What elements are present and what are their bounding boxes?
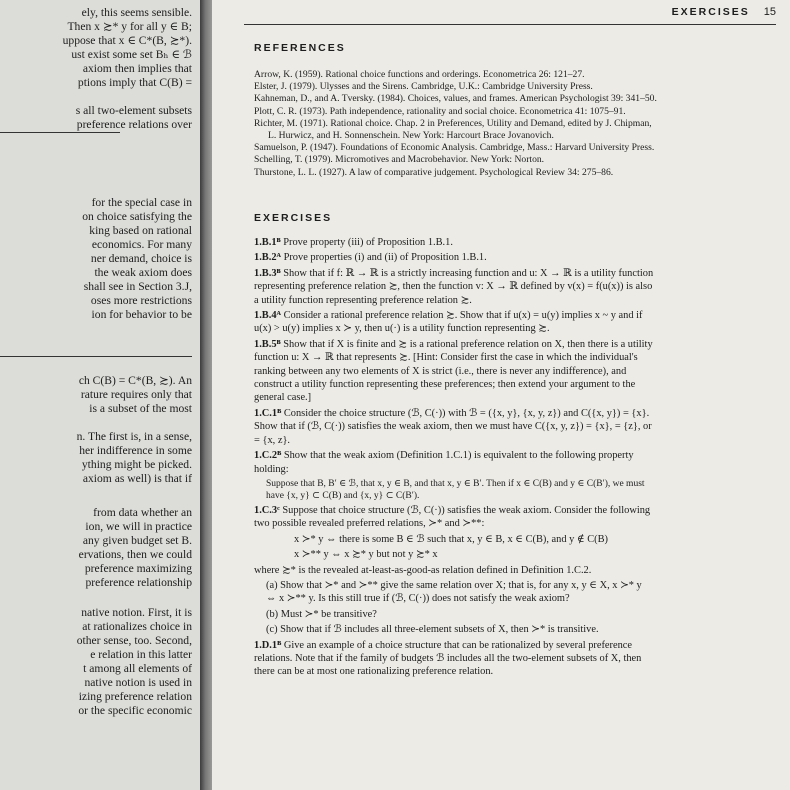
reference-item: Thurstone, L. L. (1927). A law of comparative judgement. Psychological Review 34: 275–86. xyxy=(254,166,614,178)
left-page-line: e relation in this latter xyxy=(90,648,192,661)
left-page-line: preference relationship xyxy=(85,576,192,589)
left-page xyxy=(0,0,200,790)
exercise-number: 1.C.3ᶜ xyxy=(254,504,280,516)
left-page-line: t among all elements of xyxy=(83,662,192,675)
book-spine xyxy=(200,0,212,790)
left-page-line: ervations, then we could xyxy=(78,548,192,561)
left-page-line: s all two-element subsets xyxy=(75,104,192,117)
exercise-number: 1.B.2ᴬ xyxy=(254,252,281,264)
left-page-line: for the special case in xyxy=(91,196,192,209)
references-heading: REFERENCES xyxy=(254,42,346,54)
left-page-line: Then x ≿* y for all y ∈ B; xyxy=(67,20,192,33)
exercise-text: Prove properties (i) and (ii) of Proposition 1.B.1. xyxy=(283,252,487,264)
left-page-line: is a subset of the most xyxy=(89,402,192,415)
exercise-number: 1.C.2ᴮ xyxy=(254,450,282,462)
exercise-text: Consider the choice structure (ℬ, C(·)) with ℬ = ({x, y}, {x, y, z}) and C({x, y}) = {x}. Show that if (ℬ, C(·)) satisfies the weak axiom, then we must have C({x, y, z}) = {x}, = {z}, or = {x, z}. xyxy=(254,407,652,446)
left-page-line: oses more restrictions xyxy=(90,294,192,307)
reference-item: Elster, J. (1979). Ulysses and the Sirens. Cambridge, U.K.: Cambridge University Press. xyxy=(254,81,593,93)
left-page-line: ely, this seems sensible. xyxy=(81,6,192,19)
exercise-c3-part-c: (c) Show that if ℬ includes all three-element subsets of X, then ≻* is transitive. xyxy=(266,624,599,636)
exercise-c3-math1: x ≻* y ⇔ there is some B ∈ ℬ such that x, y ∈ B, x ∈ C(B), and y ∉ C(B) xyxy=(294,533,609,545)
exercise-text: Prove property (iii) of Proposition 1.B.1. xyxy=(283,237,453,248)
exercise-d1 xyxy=(254,639,654,679)
left-page-line: king based on rational xyxy=(89,224,192,237)
reference-item: Plott, C. R. (1973). Path independence, rationality and social choice. Econometrica 41: 1075–91. xyxy=(254,105,626,117)
exercise-c3-part-a: (a) Show that ≻* and ≻** give the same relation over X; that is, for any x, y ∈ X, x ≻* y ⇔ x ≻** y. Is this still true if (ℬ, C(·)) does not satisfy the weak axiom? xyxy=(266,579,642,605)
reference-item: Kahneman, D., and A. Tversky. (1984). Choices, values, and frames. American Psychologist 39: 341–50. xyxy=(254,93,657,105)
left-page-line: economics. For many xyxy=(91,238,192,251)
exercise-number: 1.B.5ᴮ xyxy=(254,338,281,350)
exercise-number: 1.D.1ᴮ xyxy=(254,639,282,651)
left-rule-long xyxy=(0,356,192,357)
exercise-item xyxy=(254,251,654,264)
page-number: 15 xyxy=(763,6,776,18)
left-page-line: from data whether an xyxy=(93,506,192,519)
left-page-line: ptions imply that C(B) = xyxy=(77,76,192,89)
left-page-line: her indifference in some xyxy=(79,444,192,457)
left-page-line: at rationalizes choice in xyxy=(82,620,192,633)
exercise-c3-part-b: (b) Must ≻* be transitive? xyxy=(266,608,377,620)
left-page-line: ch C(B) = C*(B, ≿). An xyxy=(78,374,192,387)
left-page-line: ust exist some set Bₕ ∈ ℬ xyxy=(71,48,192,61)
exercise-text: Give an example of a choice structure that can be rationalized by several preference relations. Note that if the family of budgets ℬ includes all the two-element subsets of X, then there can be at most one rationalizing preference relation. xyxy=(254,639,642,678)
exercise-text: Suppose that choice structure (ℬ, C(·)) satisfies the weak axiom. Consider the following two possible revealed preferred relations, ≻* and ≻**: xyxy=(254,504,651,530)
left-page-line: native notion is used in xyxy=(84,676,192,689)
exercise-number: 1.B.4ᴬ xyxy=(254,310,281,322)
left-page-line: axiom then implies that xyxy=(82,62,192,75)
exercise-item xyxy=(254,338,654,405)
left-page-line: ion, we will in practice xyxy=(85,520,192,533)
left-page-line: ion for behavior to be xyxy=(91,308,192,321)
exercises-heading: EXERCISES xyxy=(254,212,333,224)
exercise-c3-where: where ≿* is the revealed at-least-as-good-as relation defined in Definition 1.C.2. xyxy=(254,564,592,576)
exercise-item xyxy=(254,267,654,307)
running-header xyxy=(672,6,776,18)
references-list xyxy=(254,69,774,179)
left-page-line: or the specific economic xyxy=(78,704,192,717)
exercises-list xyxy=(254,236,654,681)
exercise-number: 1.C.1ᴮ xyxy=(254,407,282,419)
left-page-line: rature requires only that xyxy=(80,388,192,401)
left-page-line: ner demand, choice is xyxy=(90,252,192,265)
left-page-line: other sense, too. Second, xyxy=(76,634,192,647)
exercise-number: 1.B.1ᴮ xyxy=(254,237,281,248)
left-page-line: preference maximizing xyxy=(84,562,192,575)
exercise-text: Show that the weak axiom (Definition 1.C.1) is equivalent to the following property holding: xyxy=(254,450,634,475)
exercise-item xyxy=(254,309,654,336)
left-page-line: preference relations over xyxy=(76,118,192,131)
left-page-line: shall see in Section 3.J, xyxy=(83,280,192,293)
exercise-c3-math2: x ≻** y ⇔ x ≿* y but not y ≿* x xyxy=(294,549,438,561)
exercise-c3 xyxy=(254,504,654,531)
exercise-item xyxy=(254,236,654,249)
left-page-line: on choice satisfying the xyxy=(82,210,192,223)
left-page-line: the weak axiom does xyxy=(94,266,192,279)
left-page-line: n. The first is, in a sense, xyxy=(76,430,192,443)
exercise-text: Show that if f: ℝ → ℝ is a strictly increasing function and u: X → ℝ is a utility function representing preference relation ≿, then the function v: X → ℝ defined by v(x) = f(u(x)) is also a utility function representing preference relation ≿. xyxy=(254,267,654,306)
left-page-line: uppose that x ∈ C*(B, ≿*). xyxy=(62,34,192,47)
exercise-item xyxy=(254,407,654,447)
reference-item: L. Hurwicz, and H. Sonnenschein. New York: Harcourt Brace Jovanovich. xyxy=(268,130,554,142)
left-page-line: any given budget set B. xyxy=(82,534,192,547)
reference-item: Schelling, T. (1979). Micromotives and Macrobehavior. New York: Norton. xyxy=(254,154,545,166)
header-title: EXERCISES xyxy=(671,6,750,18)
reference-item: Samuelson, P. (1947). Foundations of Economic Analysis. Cambridge, Mass.: Harvard University Press. xyxy=(254,142,655,154)
exercise-number: 1.B.3ᴮ xyxy=(254,267,281,279)
right-page xyxy=(212,0,790,790)
left-rule-short xyxy=(0,132,120,133)
header-rule xyxy=(244,24,776,25)
reference-item: Arrow, K. (1959). Rational choice functions and orderings. Econometrica 26: 121–27. xyxy=(254,69,585,80)
left-page-line: izing preference relation xyxy=(78,690,192,703)
left-page-line: ything might be picked. xyxy=(81,458,192,471)
exercise-text: Show that if X is finite and ≿ is a rational preference relation on X, then there is a utility function u: X → ℝ that represents ≿. [Hint: Consider first the case in which the individual's ranking between any two elements of X is strict (i.e., there is never any indifference), and construct a utility function representing these preferences; then extend your argument to the general case.] xyxy=(254,338,653,404)
exercise-text: Consider a rational preference relation ≿. Show that if u(x) = u(y) implies x ~ y and if u(x) > u(y) implies x ≻ y, then u(·) is a utility function representing ≿. xyxy=(254,310,643,335)
exercise-item xyxy=(254,449,654,476)
exercise-c2-quote: Suppose that B, B′ ∈ ℬ, that x, y ∈ B, and that x, y ∈ B′. Then if x ∈ C(B) and y ∈ C(B′), we must have {x, y} ⊂ C(B) and {x, y} ⊂ C(B′). xyxy=(266,478,645,501)
left-page-line: axiom as well) is that if xyxy=(82,472,192,485)
reference-item: Richter, M. (1971). Rational choice. Chap. 2 in Preferences, Utility and Demand, edited by J. Chipman, xyxy=(254,117,652,129)
left-page-line: native notion. First, it is xyxy=(81,606,192,619)
